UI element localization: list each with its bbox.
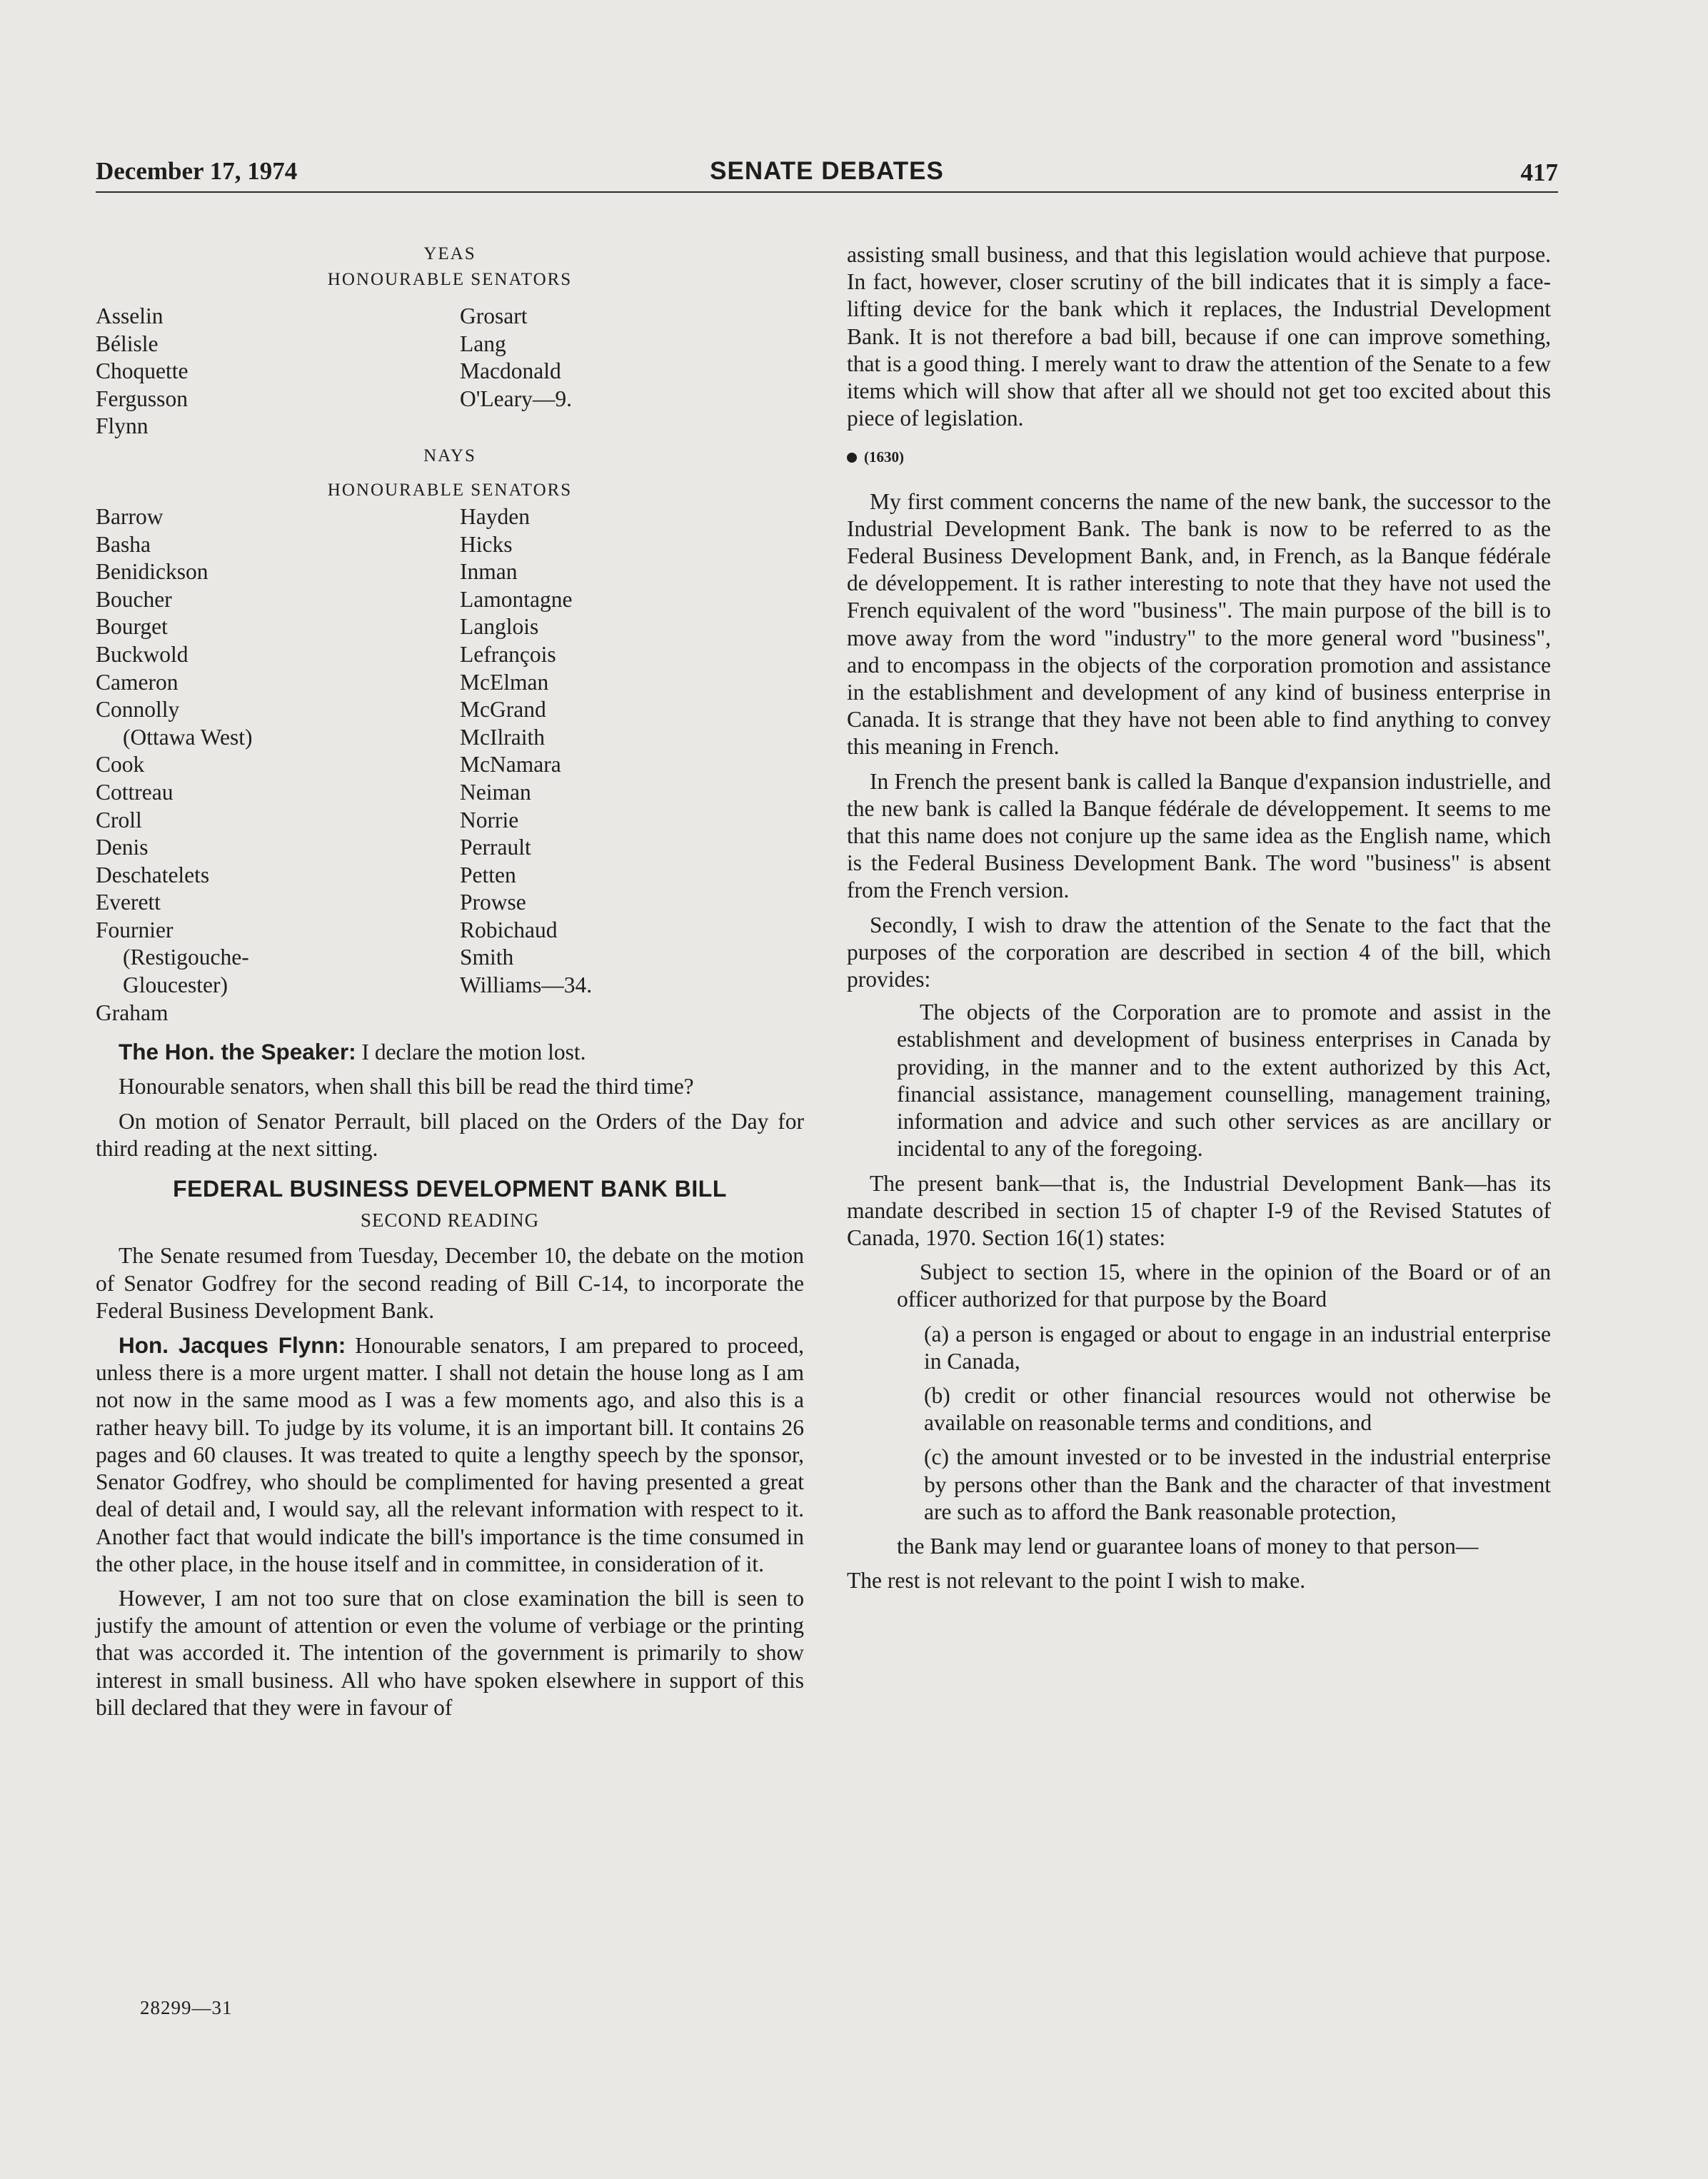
- senator-name: Fergusson: [96, 386, 188, 411]
- paragraph-french: In French the present bank is called la Banque d'expansion industrielle, and the new bank is called la Banque fédérale de développement. It seems to me that this name does not conjure up the same idea as the English name, which is the Federal Business Development Bank. The word "business" is absent from the French version.: [847, 768, 1551, 903]
- header-rule: [96, 191, 1558, 193]
- senator-name: Graham: [96, 1000, 169, 1025]
- running-header: [96, 157, 1558, 191]
- speaker-paragraph: [96, 1038, 804, 1066]
- senator-name: Petten: [460, 862, 516, 887]
- senator-name: McGrand: [460, 697, 546, 723]
- senator-name: Bélisle: [96, 331, 159, 356]
- senator-name: Macdonald: [460, 358, 561, 384]
- senator-name: Cottreau: [96, 779, 174, 805]
- senator-name: Inman: [460, 559, 518, 585]
- senator-name: Barrow: [96, 503, 164, 529]
- senator-name: Buckwold: [96, 641, 189, 667]
- second-reading-heading: SECOND READING: [360, 1209, 540, 1232]
- yeas-list: [96, 303, 804, 441]
- nays-col-2: [460, 503, 804, 1027]
- quote-subject: Subject to section 15, where in the opinion of the Board or of an officer authorized for that purpose by the Board: [897, 1259, 1551, 1312]
- paragraph-present-bank: The present bank—that is, the Industrial Development Bank—has its mandate described in section 15 of chapter I-9 of the Revised Statutes of Canada, 1970. Section 16(1) states:: [847, 1170, 1551, 1250]
- yeas-col-2: [460, 303, 804, 441]
- senator-name: Basha: [96, 531, 151, 557]
- flynn-label: Hon. Jacques Flynn:: [119, 1332, 346, 1359]
- senator-riding: (Restigouche-: [123, 945, 249, 970]
- flynn-paragraph: [96, 1332, 804, 1578]
- paragraph-motion: On motion of Senator Perrault, bill placed on the Orders of the Day for third reading at the next sitting.: [96, 1108, 804, 1161]
- time-marker-text: (1630): [864, 448, 904, 466]
- senator-name: Benidickson: [96, 559, 209, 585]
- senator-name: O'Leary—9.: [460, 386, 572, 411]
- senator-name: Grosart: [460, 303, 528, 328]
- senator-name: Bourget: [96, 614, 168, 640]
- yeas-col-1: [96, 303, 460, 441]
- paragraph-continued: assisting small business, and that this legislation would achieve that purpose. In fact, however, closer scrutiny of the bill indicates that it is simply a face-lifting device for the bank which it replaces, the Industrial Development Bank. It is not therefore a bad bill, because if one can improve something, that is a good thing. I merely want to draw the attention of the Senate to a few items which will show that after all we should not get too excited about this piece of legislation.: [847, 242, 1551, 431]
- quote-objects: The objects of the Corporation are to promote and assist in the establishment and development of business enterprises in Canada by providing, in the manner and to the extent authorized by this Act, financial assistance, management counselling, management training, information and advice and such other services as are ancillary or incidental to any of the foregoing.: [897, 1000, 1551, 1162]
- paragraph-resumed: The Senate resumed from Tuesday, December 10, the debate on the motion of Senator Godfrey for the second reading of Bill C-14, to incorporate the Federal Business Development Bank.: [96, 1243, 804, 1323]
- senator-name: Williams—34.: [460, 972, 593, 998]
- yeas-subheading: HONOURABLE SENATORS: [327, 270, 573, 289]
- quote-item-a: (a) a person is engaged or about to engage in an industrial enterprise in Canada,: [924, 1321, 1551, 1374]
- senator-name: Fournier: [96, 917, 174, 942]
- speaker-text: I declare the motion lost.: [356, 1040, 586, 1065]
- nays-col-1: [96, 503, 460, 1027]
- nays-list: [96, 503, 804, 1027]
- senator-name: Lang: [460, 331, 506, 356]
- paragraph-however: However, I am not too sure that on close examination the bill is seen to justify the amount of attention or even the volume of verbiage or the printing that was accorded it. The intention of the government is primarily to show interest in small business. All who have spoken elsewhere in support of this bill declared that they were in favour of: [96, 1585, 804, 1720]
- header-journal-title: SENATE DEBATES: [710, 157, 944, 185]
- paragraph-rest: The rest is not relevant to the point I wish to make.: [847, 1568, 1306, 1594]
- senator-name: Everett: [96, 890, 161, 915]
- senator-name: McIlraith: [460, 724, 545, 750]
- senator-name: Lefrançois: [460, 641, 556, 667]
- senator-name: Robichaud: [460, 917, 558, 942]
- left-column: [96, 241, 804, 1721]
- bill-title: FEDERAL BUSINESS DEVELOPMENT BANK BILL: [173, 1176, 727, 1202]
- senator-riding: (Ottawa West): [123, 724, 253, 750]
- flynn-text: Honourable senators, I am prepared to proceed, unless there is a more urgent matter. I shall not detain the house long as I am not now in the same mood as I was a few moments ago, and also this is a rather heavy bill. To judge by its volume, it is an important bill. It contains 26 pages and 60 clauses. It was treated to quite a lengthy speech by the sponsor, Senator Godfrey, who should be complimented for having presented a great deal of detail and, I would say, all the relevant information with respect to it. Another fact that would indicate the bill's importance is the time consumed in the other place, in the house itself and in committee, in consideration of it.: [96, 1333, 804, 1576]
- quote-end: the Bank may lend or guarantee loans of money to that person—: [897, 1533, 1479, 1559]
- quote-item-c: (c) the amount invested or to be invested in the industrial enterprise by persons other than the Bank and the character of that investment are such as to afford the Bank reasonable protection,: [924, 1444, 1551, 1524]
- senator-name: Langlois: [460, 614, 539, 640]
- time-marker: [847, 443, 1551, 470]
- senator-name: Norrie: [460, 807, 519, 832]
- senator-riding: Gloucester): [123, 972, 228, 998]
- bullet-icon: [847, 453, 857, 463]
- header-page-number: 417: [1520, 158, 1558, 186]
- senator-name: Perrault: [460, 835, 531, 860]
- senator-name: Cook: [96, 752, 145, 778]
- senator-name: McElman: [460, 669, 549, 695]
- quote-item-b: (b) credit or other financial resources would not otherwise be available on reasonable terms and conditions, and: [924, 1382, 1551, 1436]
- speaker-label: The Hon. the Speaker:: [119, 1039, 356, 1065]
- senator-name: McNamara: [460, 752, 561, 778]
- nays-heading: NAYS: [423, 446, 476, 466]
- senator-name: Choquette: [96, 358, 189, 384]
- nays-subheading: HONOURABLE SENATORS: [327, 480, 573, 500]
- senator-name: Neiman: [460, 779, 531, 805]
- senator-name: Croll: [96, 807, 142, 832]
- paragraph-secondly: Secondly, I wish to draw the attention of the Senate to the fact that the purposes of the corporation are described in section 4 of the bill, which provides:: [847, 912, 1551, 992]
- footer-code: 28299—31: [140, 1997, 233, 2018]
- right-column: [847, 241, 1551, 1594]
- senator-name: Prowse: [460, 890, 526, 915]
- senator-name: Hicks: [460, 531, 513, 557]
- senator-name: Lamontagne: [460, 586, 573, 612]
- paragraph-first-comment: My first comment concerns the name of the new bank, the successor to the Industrial Development Bank. The bank is now to be referred to as the Federal Business Development Bank, and, in French, as la Banque fédérale de développement. It is rather interesting to note that they have not used the French equivalent of the word "business". The main purpose of the bill is to move away from the word "industry" to the more general word "business", and to encompass in the objects of the corporation promotion and assistance in the establishment and development of any kind of business enterprise in Canada. It is strange that they have not been able to find anything to convey this meaning in French.: [847, 488, 1551, 760]
- paragraph-third-time: Honourable senators, when shall this bill be read the third time?: [119, 1074, 694, 1099]
- senator-name: Flynn: [96, 413, 149, 439]
- senator-name: Denis: [96, 835, 149, 860]
- yeas-heading: YEAS: [423, 244, 476, 263]
- senator-name: Boucher: [96, 586, 172, 612]
- senator-name: Cameron: [96, 669, 179, 695]
- header-date: December 17, 1974: [96, 157, 298, 185]
- senator-name: Asselin: [96, 303, 164, 328]
- senator-name: Deschatelets: [96, 862, 210, 887]
- senator-name: Connolly: [96, 697, 180, 723]
- senator-name: Smith: [460, 945, 514, 970]
- senator-name: Hayden: [460, 503, 530, 529]
